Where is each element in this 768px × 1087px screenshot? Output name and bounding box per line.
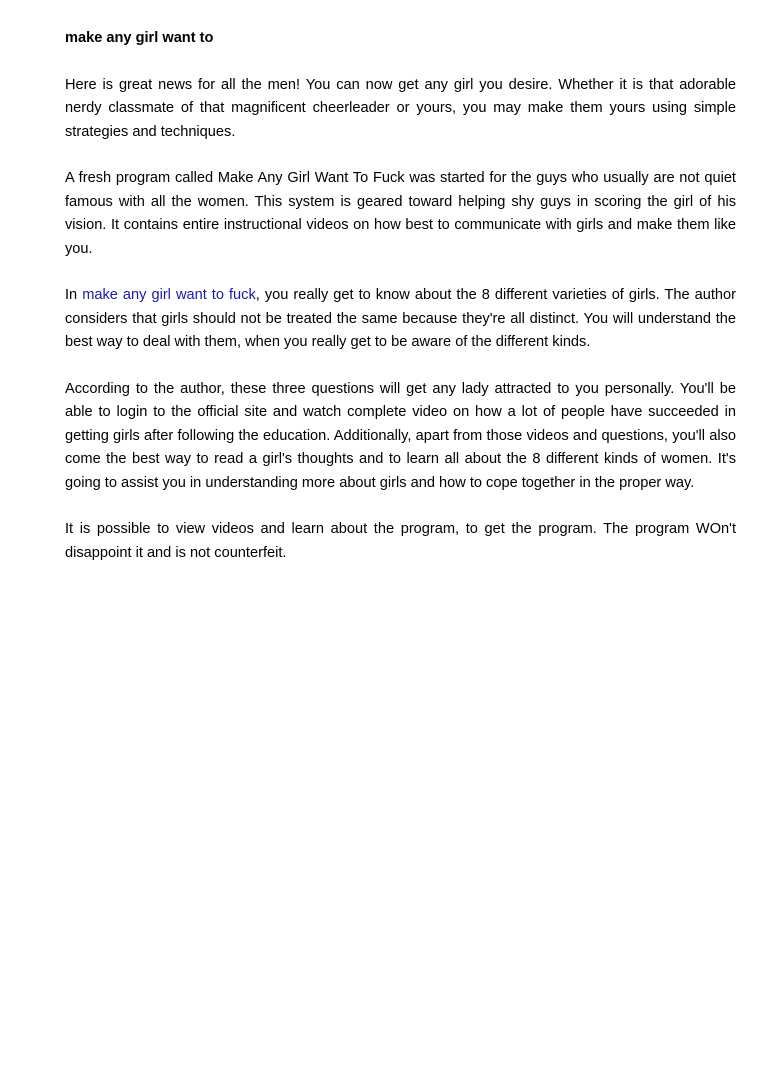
paragraph-varieties-rest: , you really get to know about the 8 different varieties of girls. The author considers that girls should not be treated the same because they're all distinct. You will understand the best way to deal with them, when you really get to be aware of the different kinds. <box>65 287 736 351</box>
document-title: make any girl want to <box>65 30 214 46</box>
paragraph-closing: It is possible to view videos and learn about the program, to get the program. The program WOn't disappoint it and is not counterfeit. <box>65 521 736 561</box>
paragraph-intro: Here is great news for all the men! You can now get any girl you desire. Whether it is that adorable nerdy classmate of that magnificent cheerleader or yours, you may make them yours using simple strategies and techniques. <box>65 76 736 140</box>
paragraph-questions: According to the author, these three questions will get any lady attracted to you personally. You'll be able to login to the official site and watch complete video on how a lot of people have succeeded in getting girls after following the education. Additionally, apart from those videos and questions, you'll also come the best way to read a girl's thoughts and to learn all about the 8 different kinds of women. It's going to assist you in understanding more about girls and how to cope together in the proper way. <box>65 381 736 491</box>
paragraph-program: A fresh program called Make Any Girl Want To Fuck was started for the guys who usually are not quiet famous with all the women. This system is geared toward helping shy guys in scoring the girl of his vision. It contains entire instructional videos on how best to communicate with girls and make them like you. <box>65 170 736 257</box>
program-link[interactable]: make any girl want to fuck <box>82 287 256 304</box>
paragraph-varieties-lead: In <box>65 287 83 304</box>
document-body <box>65 27 736 589</box>
paragraph-varieties <box>65 284 736 354</box>
